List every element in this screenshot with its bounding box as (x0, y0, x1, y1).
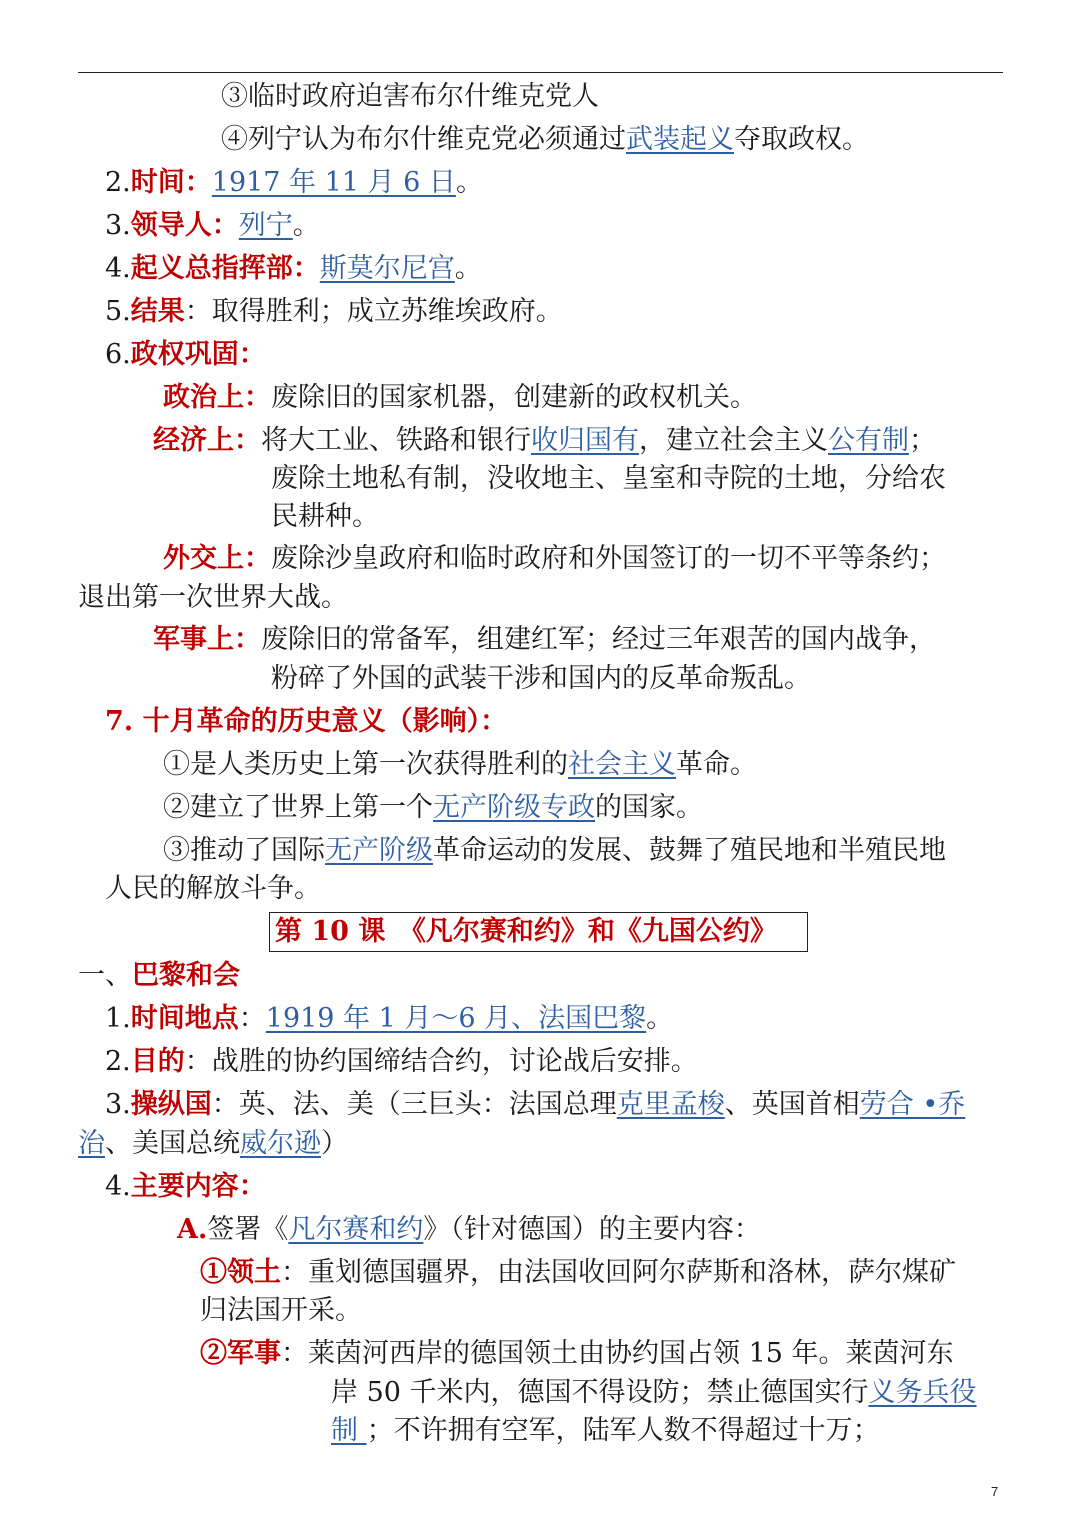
text-line: 制 ；不许拥有空军，陆军人数不得超过十万； (331, 1415, 880, 1446)
keyword: 克里孟梭 (616, 1089, 725, 1120)
keyword: 公有制 (828, 425, 909, 456)
text-line: 岸 50 千米内，德国不得设防；禁止德国实行义务兵役 (331, 1377, 977, 1408)
page-number: 7 (991, 1484, 999, 1499)
keyword: 凡尔赛和约 (288, 1214, 424, 1245)
text-line: 粉碎了外国的武装干涉和国内的反革命叛乱。 (271, 663, 811, 694)
text-line: ②建立了世界上第一个无产阶级专政的国家。 (163, 792, 703, 823)
text-line: 归法国开采。 (200, 1295, 362, 1326)
text-line: 2.时间：1917 年 11 月 6 日。 (105, 167, 483, 198)
keyword: 1917 年 11 月 6 日 (211, 167, 456, 198)
text-line: 人民的解放斗争。 (105, 873, 321, 904)
text-line: ②军事：莱茵河西岸的德国领土由协约国占领 15 年。莱茵河东 (200, 1338, 954, 1369)
text-line: 经济上：将大工业、铁路和银行收归国有，建立社会主义公有制； (153, 425, 936, 456)
keyword: 收归国有 (531, 425, 639, 456)
text-line: ③临时政府迫害布尔什维克党人 (221, 81, 599, 112)
text-line: ①领土：重划德国疆界，由法国收回阿尔萨斯和洛林，萨尔煤矿 (200, 1257, 956, 1288)
text-line: 外交上：废除沙皇政府和临时政府和外国签订的一切不平等条约； (163, 543, 946, 574)
keyword: 制 (331, 1415, 367, 1446)
keyword: 无产阶级 (325, 835, 433, 866)
text-line: 民耕种。 (271, 501, 379, 532)
keyword: 治 (78, 1128, 105, 1159)
text-line: A.签署《凡尔赛和约》（针对德国）的主要内容： (177, 1214, 761, 1245)
section-heading: 一、巴黎和会 (78, 960, 240, 991)
text-line: 政治上：废除旧的国家机器，创建新的政权机关。 (163, 382, 757, 413)
keyword: 社会主义 (568, 749, 676, 780)
text-line: 3.操纵国：英、法、美（三巨头：法国总理克里孟梭、英国首相劳合 •乔 (105, 1089, 966, 1120)
keyword: 劳合 •乔 (859, 1089, 966, 1120)
text-line: 4.主要内容： (105, 1171, 266, 1202)
keyword: 威尔逊 (240, 1128, 321, 1159)
text-line: 退出第一次世界大战。 (78, 582, 348, 613)
text-line: ④列宁认为布尔什维克党必须通过武装起义夺取政权。 (221, 124, 869, 155)
keyword: 义务兵役 (868, 1377, 977, 1408)
header-rule (78, 72, 1003, 73)
keyword: 1919 年 1 月～6 月、法国巴黎 (265, 1003, 647, 1034)
section-heading: 7. 十月革命的历史意义（影响）： (105, 706, 508, 737)
keyword: 无产阶级专政 (433, 792, 595, 823)
keyword: 斯莫尔尼宫 (319, 253, 455, 284)
text-line: 军事上：废除旧的常备军，组建红军；经过三年艰苦的国内战争， (153, 624, 936, 655)
text-line: 治、美国总统威尔逊） (78, 1128, 348, 1159)
keyword: 列宁 (238, 210, 293, 241)
text-line: 废除土地私有制，没收地主、皇室和寺院的土地，分给农 (271, 463, 946, 494)
lesson-title: 第 10 课 《凡尔赛和约》和《九国公约》 (275, 916, 777, 947)
text-line: 5.结果：取得胜利；成立苏维埃政府。 (105, 296, 563, 327)
text-line: 2.目的：战胜的协约国缔结合约，讨论战后安排。 (105, 1046, 698, 1077)
text-line: 4.起义总指挥部：斯莫尔尼宫。 (105, 253, 482, 284)
text-line: ①是人类历史上第一次获得胜利的社会主义革命。 (163, 749, 757, 780)
text-line: ③推动了国际无产阶级革命运动的发展、鼓舞了殖民地和半殖民地 (163, 835, 946, 866)
lesson-title-box (269, 912, 808, 952)
keyword: 武装起义 (626, 124, 734, 155)
text-line: 1.时间地点：1919 年 1 月～6 月、法国巴黎。 (105, 1003, 674, 1034)
text-line: 3.领导人：列宁。 (105, 210, 320, 241)
text-line: 6.政权巩固： (105, 339, 266, 370)
